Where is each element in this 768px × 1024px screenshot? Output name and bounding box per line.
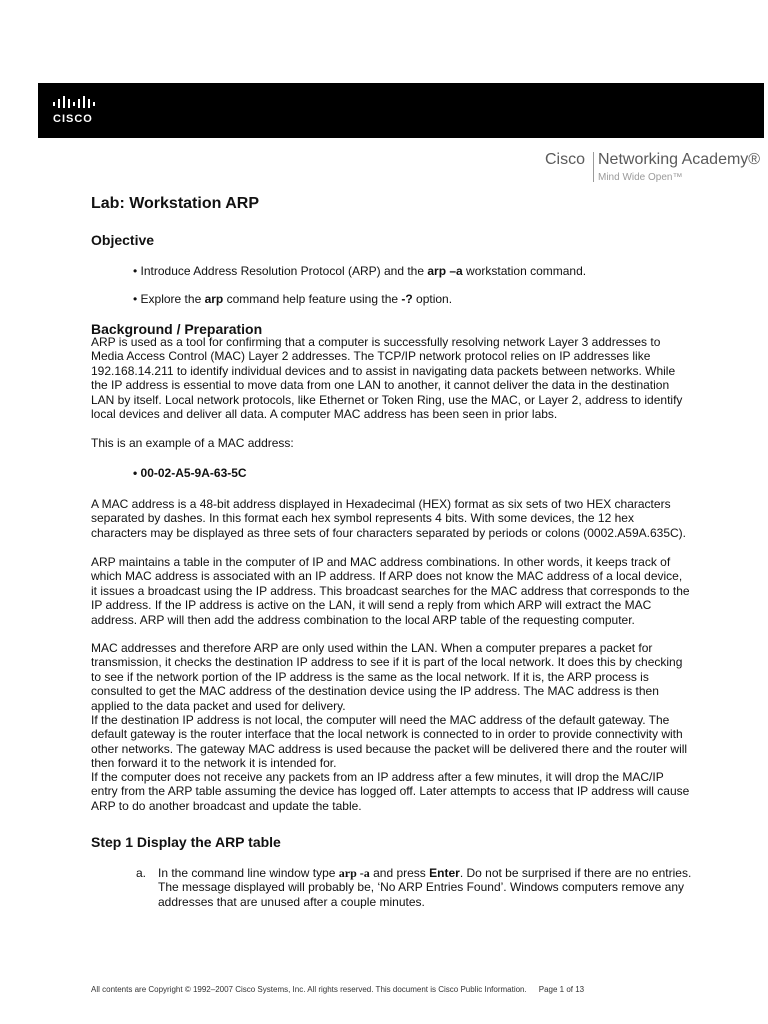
objective-bullet-2: • Explore the arp command help feature using the -? option. [133,292,453,306]
academy-tagline: Mind Wide Open™ [598,172,683,183]
mac-address-example: • 00-02-A5-9A-63-5C [133,466,247,480]
cisco-wordmark: CISCO [53,113,93,125]
page-footer [91,985,584,994]
networking-academy-logo [545,150,765,190]
step1-marker: a. [136,866,147,880]
copyright-notice: All contents are Copyright © 1992–2007 Cisco Systems, Inc. All rights reserved. This document is Cisco Public Information. [91,985,527,994]
header-banner [38,83,764,138]
enter-key: Enter [429,866,460,880]
step1-instruction-a: a. In the command line window type arp -a and press Enter. Do not be surprised if there are no entries. The message displayed will probably be, ‘No ARP Entries Found’. Windows computers remove any addresses that are unused after a couple minutes. [136,866,692,909]
academy-divider [593,152,594,182]
arp-command: arp -a [338,866,370,880]
background-paragraph-5: MAC addresses and therefore ARP are only used within the LAN. When a computer prepares a packet for transmission, it checks the destination IP address to see if it is part of the local network. It does this by checking to see if the network portion of the IP address is the same as the local network. If it is, the ARP process is consulted to get the MAC address of the destination device using the IP address. The MAC address is then applied to the data packet and used for delivery. [91,641,683,713]
background-paragraph-2: This is an example of a MAC address: [91,436,294,450]
academy-brand: Cisco [545,151,586,168]
step1-heading: Step 1 Display the ARP table [91,834,281,850]
cisco-bars-icon [52,96,114,110]
page-title: Lab: Workstation ARP [91,195,260,212]
background-paragraph-1: ARP is used as a tool for confirming that a computer is successfully resolving network Layer 3 addresses to Media Access Control (MAC) Layer 2 addresses. The TCP/IP network protocol relies on IP addresses like 192.168.14.211 to identify individual devices and to assist in navigating data packets between networks. While the IP address is essential to move data from one LAN to another, it cannot deliver the data in the destination LAN by itself. Local network protocols, like Ethernet or Token Ring, use the MAC, or Layer 2, address to identify local devices and deliver all data. A computer MAC address has been seen in prior labs. [91,335,683,422]
academy-name: Networking Academy® [598,151,761,168]
background-heading: Background / Preparation [91,321,263,337]
background-paragraph-7: If the computer does not receive any packets from an IP address after a few minutes, it will drop the MAC/IP entry from the ARP table assuming the device has logged off. Later attempts to access that IP address will cause ARP to do another broadcast and update the table. [91,770,690,813]
background-paragraph-4: ARP maintains a table in the computer of IP and MAC address combinations. In other words, it keeps track of which MAC address is associated with an IP address. If ARP does not know the MAC address of a local device, it issues a broadcast using the IP address. This broadcast searches for the MAC address that corresponds to the IP address. If the IP address is active on the LAN, it will send a reply from which ARP will extract the MAC address. ARP will then add the address combination to the local ARP table of the requesting computer. [91,555,690,627]
objective-heading: Objective [91,232,155,248]
page-number: Page 1 of 13 [538,985,585,994]
background-paragraph-6: If the destination IP address is not local, the computer will need the MAC address of the default gateway. The default gateway is the router interface that the local network is connected to in order to provide connectivity with other networks. The gateway MAC address is used because the packet will be delivered there and the router will then forward it to the network it is intended for. [91,713,688,771]
cisco-logo [52,96,114,126]
objective-bullet-1: • Introduce Address Resolution Protocol (ARP) and the arp –a workstation command. [133,264,587,278]
background-paragraph-3: A MAC address is a 48-bit address displayed in Hexadecimal (HEX) format as six sets of two HEX characters separated by dashes. In this format each hex symbol represents 4 bits. With some devices, the 12 hex characters may be displayed as three sets of four characters separated by periods or colons (0002.A59A.635C). [91,497,686,540]
